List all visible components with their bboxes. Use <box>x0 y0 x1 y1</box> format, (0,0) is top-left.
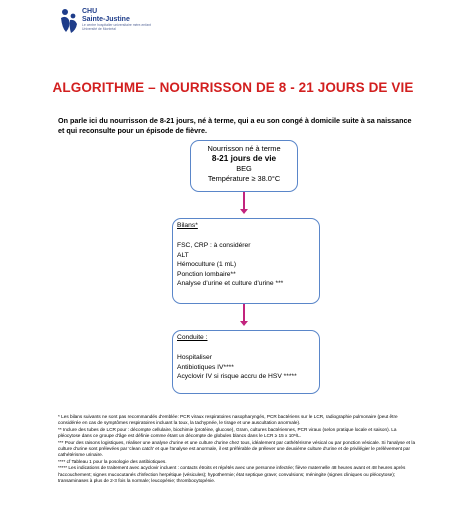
conduite-item: Acyclovir IV si risque accru de HSV ***** <box>177 373 297 380</box>
criteria-line: Nourrisson né à terme <box>207 144 281 153</box>
bilans-item: Hémoculture (1 mL) <box>177 261 237 268</box>
page-title: ALGORITHME – NOURRISSON DE 8 - 21 JOURS DE VIE <box>52 80 414 95</box>
conduite-heading: Conduite : <box>177 334 208 341</box>
conduite-item: Hospitaliser <box>177 354 212 361</box>
patient-criteria-box <box>190 140 298 192</box>
bilans-item: ALT <box>177 251 189 259</box>
logo-text-university: Université de Montréal <box>82 27 116 32</box>
chu-logo-mark <box>58 6 80 36</box>
footnote: *** Pour des raisons logistiques, réaliser une analyse d'urine et une culture d'urine chez tous, idéalement par cathétérisme vésical ou par ponction vésicale. Si l'analyse et la culture d'urine sont prélevées par 'clean catch' et que l'analyse est anormale, il est préférable de prélever une deuxième culture d'urine et de privilégier le prélèvement par cathétérisme urinaire. <box>58 439 416 458</box>
bilans-item: Analyse d'urine et culture d'urine *** <box>177 280 284 287</box>
criteria-line-age: 8-21 jours de vie <box>211 154 277 163</box>
criteria-line: Température ≥ 38.0°C <box>207 174 281 183</box>
chu-logo <box>58 6 178 40</box>
footnote: ***** Les indications de traitement avec acyclovir incluent : contacts étroits et répétés avec une personne infectée; fièvre maternelle 48 heures avant et 48 heures après l'accouchement; signes mucocutanés d'infection herpétique (vésicules); hypothermie; état septique grave; convulsions; méningite (signes cliniques ou pléocytose); transaminases à plus de 2-3 fois la normale; leucopénie; thrombocytopénie. <box>58 465 406 484</box>
footnote: ** Inclure des tubes de LCR pour : décompte cellulaire, biochimie (protéine, glucose), Gram, cultures bactériennes, PCR viraux (selon pratique locale et saison). La pléocytose dans ce groupe d'âge est définie comme étant un décompte de globules blancs dans le LCR ≥ 15 x 10⁶/L. <box>58 426 397 439</box>
bilans-item: Ponction lombaire** <box>177 270 236 278</box>
logo-text-tagline: Le centre hospitalier universitaire mère-enfant <box>82 23 151 27</box>
footnote: * Les bilans suivants ne sont pas recommandés d'emblée: PCR viraux respiratoires nasopharyngés, PCR bactériens sur le LCR, radiographie pulmonaire (peut être considérée en cas de symptômes respiratoires incluant la toux, la tachypnée, le tirage et une auscultation anormale). <box>58 414 398 426</box>
flow-arrow <box>243 304 245 322</box>
intro-paragraph: On parle ici du nourrisson de 8-21 jours, né à terme, qui a eu son congé à domicile suite à sa naissance et qui reconsulte pour un épisode de fièvre. <box>58 116 412 135</box>
footnotes <box>58 414 418 484</box>
logo-text-chu: CHU <box>82 8 98 15</box>
conduite-item: Antibiotiques IV**** <box>177 363 234 371</box>
logo-text-name: Sainte-Justine <box>82 16 130 23</box>
flow-arrow <box>243 192 245 210</box>
bilans-heading: Bilans* <box>177 222 198 229</box>
footnote: **** cf Tableau 1 pour la posologie des antibiotiques. <box>58 458 167 464</box>
criteria-line: BEG <box>236 164 252 173</box>
bilans-box <box>172 218 320 304</box>
bilans-item: FSC, CRP : à considérer <box>177 242 251 249</box>
conduite-box <box>172 330 320 394</box>
